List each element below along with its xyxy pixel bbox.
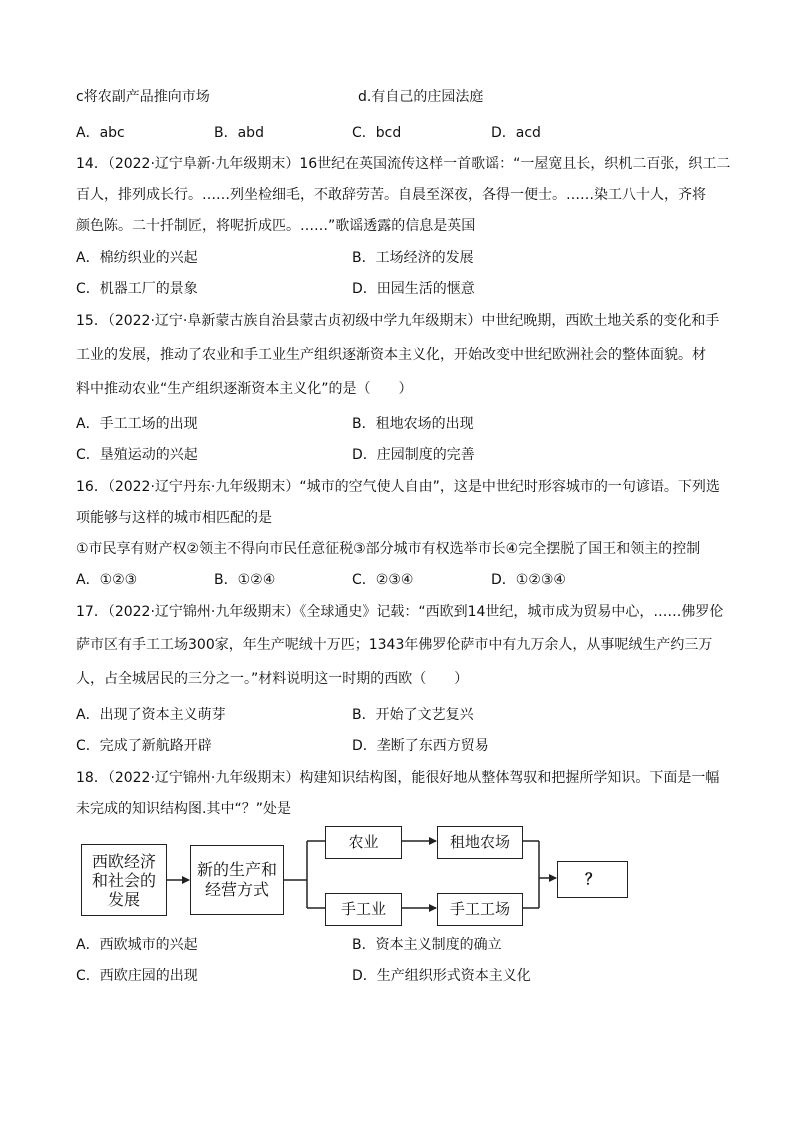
q17-stem-line-1: 17．（2022·辽宁锦州·九年级期末）《全球通史》记载：“西欧到14世纪，城市成为贸易中心，……佛罗伦: [76, 604, 724, 620]
q14-stem-line-2: 百人，排列成长行。……列坐检细毛，不敢辞劳苦。自晨至深夜，各得一便士。……染工八十人，齐将: [76, 187, 706, 203]
q16-option-a: A．①②③: [76, 572, 138, 588]
q17-stem-line-2: 萨市区有手工工场300家，年生产呢绒十万匹；1343年佛罗伦萨市中有九万余人，从事呢绒生产约三万: [76, 637, 713, 653]
intro-option-b: B．abd: [214, 125, 264, 141]
q15-option-a: A．手工工场的出现: [76, 416, 198, 432]
q16-stem-line-2: 项能够与这样的城市相匹配的是: [76, 510, 272, 526]
diagram-box-handicraft: 手工业: [325, 893, 402, 926]
q18-option-a: A．西欧城市的兴起: [76, 937, 198, 953]
q15-stem-line-3: 料中推动农业“生产组织逐渐资本主义化”的是（ ）: [76, 381, 413, 397]
intro-option-d: D．acd: [491, 125, 541, 141]
q17-option-c: C．完成了新航路开辟: [76, 738, 212, 754]
q14-option-d: D．田园生活的惬意: [352, 281, 475, 297]
intro-option-c: C．bcd: [352, 125, 402, 141]
q14-option-a: A．棉纺织业的兴起: [76, 250, 198, 266]
q14-option-c: C．机器工厂的景象: [76, 281, 198, 297]
q16-stem-line-1: 16．（2022·辽宁丹东·九年级期末）“城市的空气使人自由”，这是中世纪时形容城市的一句谚语。下列选: [76, 479, 720, 495]
q14-stem-line-1: 14．（2022·辽宁阜新·九年级期末）16世纪在英国流传这样一首歌谣：“一屋宽且长，织机二百张，织工二: [76, 156, 731, 172]
q14-option-b: B．工场经济的发展: [352, 250, 474, 266]
diagram-box-tenant-farm: 租地农场: [437, 826, 523, 859]
intro-option-a: A．abc: [76, 125, 125, 141]
q16-statements: ①市民享有财产权②领主不得向市民任意征税③部分城市有权选举市长④完全摆脱了国王和领主的控制: [76, 541, 701, 557]
q15-option-c: C．垦殖运动的兴起: [76, 447, 198, 463]
diagram-box-workshop: 手工工场: [437, 893, 523, 926]
q17-option-b: B．开始了文艺复兴: [352, 707, 474, 723]
q17-option-d: D．垄断了东西方贸易: [352, 738, 489, 754]
intro-item-d: d.有自己的庄园法庭: [358, 89, 484, 105]
q14-stem-line-3: 颜色陈。二十扦制匠，将呢折成匹。……”歌谣透露的信息是英国: [76, 218, 476, 234]
diagram-box-western-europe-development: 西欧经济 和社会的 发展: [81, 844, 167, 916]
q15-option-b: B．租地农场的出现: [352, 416, 474, 432]
q16-option-c: C．②③④: [352, 572, 414, 588]
q16-option-b: B．①②④: [214, 572, 276, 588]
q17-stem-line-3: 人，占全城居民的三分之一。”材料说明这一时期的西欧（ ）: [76, 671, 469, 687]
q15-stem-line-1: 15．（2022·辽宁·阜新蒙古族自治县蒙古贞初级中学九年级期末）中世纪晚期，西欧土地关系的变化和手: [76, 313, 720, 329]
q15-stem-line-2: 工业的发展，推动了农业和手工业生产组织逐渐资本主义化，开始改变中世纪欧洲社会的整体面貌。材: [76, 347, 706, 363]
intro-item-c: c将农副产品推向市场: [76, 89, 210, 105]
q18-option-d: D．生产组织形式资本主义化: [352, 968, 531, 984]
diagram-box-unknown: ？: [557, 861, 628, 898]
q17-option-a: A．出现了资本主义萌芽: [76, 707, 226, 723]
q16-option-d: D．①②③④: [491, 572, 566, 588]
q15-option-d: D．庄园制度的完善: [352, 447, 475, 463]
diagram-box-agriculture: 农业: [325, 826, 402, 859]
diagram-box-new-production-methods: 新的生产和 经营方式: [190, 845, 284, 915]
q18-option-c: C．西欧庄园的出现: [76, 968, 198, 984]
q18-stem-line-2: 未完成的知识结构图.其中“？”处是: [76, 801, 291, 817]
q18-option-b: B．资本主义制度的确立: [352, 937, 502, 953]
q18-stem-line-1: 18．（2022·辽宁锦州·九年级期末）构建知识结构图，能很好地从整体驾驭和把握所学知识。下面是一幅: [76, 770, 720, 786]
